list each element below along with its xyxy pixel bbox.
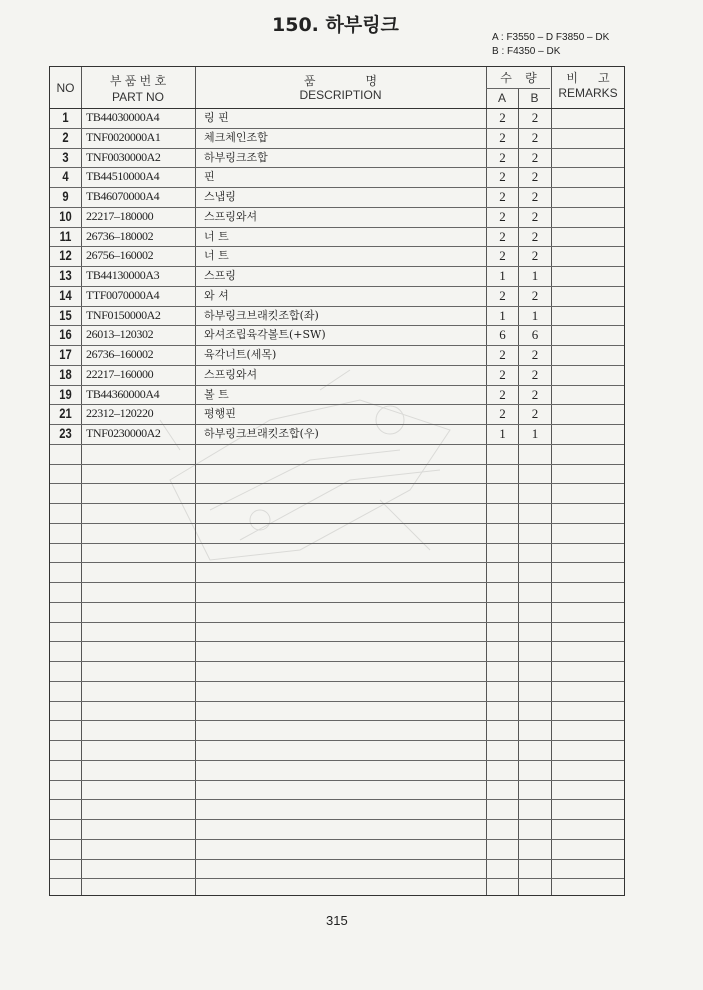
description: 핀: [204, 170, 215, 184]
qty-b: 2: [531, 189, 539, 204]
row-divider: [50, 819, 624, 820]
description: 하부링크조합: [204, 150, 268, 164]
table-row: [50, 424, 624, 444]
qty-b: 2: [531, 228, 539, 244]
description: 볼 트: [204, 387, 229, 401]
row-divider: [50, 641, 624, 642]
description: 하부링크브래킷조합(좌): [204, 308, 319, 322]
qty-a: 2: [499, 149, 506, 165]
parts-table: [49, 66, 625, 896]
row-divider: [50, 503, 624, 504]
qty-a: 2: [499, 406, 506, 422]
qty-a: 2: [499, 287, 506, 303]
part-number: 22217–180000: [86, 208, 154, 223]
header-qty-b: B: [530, 91, 539, 105]
part-number: 26756–160002: [86, 248, 154, 263]
description: 와셔조립육각볼트(+SW): [204, 328, 326, 342]
item-number: 2: [62, 128, 69, 145]
model-legend: [492, 31, 609, 59]
item-number: 18: [59, 365, 72, 382]
page-title: 150. 하부링크: [272, 14, 399, 36]
qty-a: 2: [499, 248, 506, 264]
row-divider: [50, 701, 624, 702]
qty-a: 2: [499, 189, 506, 204]
part-number: 26736–160002: [86, 347, 154, 361]
item-number: 21: [59, 405, 72, 422]
description: 링 핀: [204, 111, 229, 124]
qty-a: 2: [499, 129, 506, 145]
part-number: TB44130000A3: [86, 268, 160, 282]
table-row: [50, 385, 624, 405]
qty-b: 1: [531, 268, 539, 283]
row-divider: [50, 839, 624, 840]
description: 스프링와셔: [204, 367, 258, 381]
row-divider: [50, 799, 624, 800]
table-row: [50, 148, 624, 168]
qty-b: 2: [531, 169, 539, 185]
qty-b: 2: [531, 406, 539, 422]
model-line-a: A : F3550 – D F3850 – DK: [492, 32, 610, 43]
row-divider: [50, 622, 624, 623]
row-divider: [50, 602, 624, 603]
header-qty-a: A: [497, 91, 506, 105]
part-number: TB44030000A4: [86, 110, 160, 124]
item-number: 13: [59, 267, 72, 283]
row-divider: [50, 483, 624, 484]
part-number: TNF0230000A2: [86, 426, 161, 440]
qty-a: 2: [499, 110, 506, 125]
qty-b: 2: [531, 110, 539, 125]
item-number: 23: [59, 425, 72, 441]
row-divider: [50, 661, 624, 662]
description: 스프링와셔: [204, 209, 258, 223]
qty-a: 2: [499, 386, 506, 402]
description: 스프링: [204, 269, 236, 282]
description: 너 트: [204, 249, 229, 263]
header-remarks-en: REMARKS: [558, 86, 618, 100]
table-row: [50, 246, 624, 266]
item-number: 11: [59, 227, 72, 244]
row-divider: [50, 562, 624, 563]
qty-b: 2: [531, 149, 539, 165]
qty-a: 2: [499, 169, 506, 185]
table-row: [50, 286, 624, 306]
qty-a: 2: [499, 208, 506, 224]
description: 와 셔: [204, 288, 229, 302]
qty-b: 1: [531, 307, 539, 323]
description: 스냅링: [204, 190, 236, 203]
table-row: [50, 365, 624, 385]
part-number: TB44510000A4: [86, 169, 160, 184]
row-divider: [50, 760, 624, 761]
part-number: 22312–120220: [86, 406, 154, 421]
header-no: NO: [56, 81, 75, 95]
part-number: TNF0020000A1: [86, 129, 161, 144]
row-divider: [50, 878, 624, 879]
table-row: [50, 325, 624, 345]
qty-a: 1: [499, 268, 506, 283]
item-number: 16: [59, 326, 72, 343]
header-desc-en: DESCRIPTION: [299, 88, 382, 102]
item-number: 14: [59, 286, 72, 303]
table-row: [50, 187, 624, 207]
item-number: 9: [62, 188, 69, 204]
qty-b: 2: [531, 366, 539, 382]
item-number: 19: [59, 385, 72, 402]
qty-b: 1: [531, 426, 539, 441]
header-desc-ko: 품 명: [303, 74, 378, 88]
row-divider: [50, 740, 624, 741]
table-row: [50, 404, 624, 424]
item-number: 10: [59, 207, 72, 224]
part-number: 22217–160000: [86, 366, 154, 381]
row-divider: [50, 859, 624, 860]
description: 너 트: [204, 229, 229, 243]
table-row: [50, 167, 624, 187]
header-part-ko: 부 품 번 호: [109, 74, 167, 88]
header-remarks-ko: 비 고: [566, 71, 610, 85]
qty-b: 2: [531, 208, 539, 224]
item-number: 15: [59, 306, 72, 323]
item-number: 1: [62, 109, 69, 125]
item-number: 12: [59, 247, 72, 264]
row-divider: [50, 464, 624, 465]
row-divider: [50, 582, 624, 583]
part-number: TB46070000A4: [86, 189, 160, 203]
model-line-b: B : F4350 – DK: [492, 46, 561, 57]
qty-a: 6: [499, 327, 506, 343]
part-number: 26013–120302: [86, 327, 154, 342]
table-row: [50, 108, 624, 128]
table-row: [50, 227, 624, 247]
table-row: [50, 345, 624, 365]
row-divider: [50, 780, 624, 781]
row-divider: [50, 523, 624, 524]
table-row: [50, 306, 624, 326]
qty-b: 2: [531, 386, 539, 402]
qty-a: 2: [499, 228, 506, 244]
qty-b: 2: [531, 248, 539, 264]
table-row: [50, 266, 624, 286]
description: 하부링크브래킷조합(우): [204, 427, 319, 440]
row-divider: [50, 543, 624, 544]
description: 체크체인조합: [204, 130, 268, 144]
qty-b: 2: [531, 287, 539, 303]
row-divider: [50, 720, 624, 721]
table-row: [50, 128, 624, 148]
part-number: TTF0070000A4: [86, 287, 160, 302]
page-number: 315: [326, 913, 348, 928]
qty-a: 2: [499, 366, 506, 382]
qty-b: 6: [531, 327, 539, 343]
qty-a: 2: [499, 347, 506, 362]
header-qty-ko: 수 량: [500, 71, 537, 85]
description: 평행핀: [204, 407, 236, 421]
item-number: 17: [59, 346, 72, 362]
qty-a: 1: [499, 426, 506, 441]
item-number: 4: [62, 168, 69, 185]
item-number: 3: [62, 148, 69, 165]
qty-a: 1: [499, 307, 506, 323]
part-number: 26736–180002: [86, 228, 154, 243]
row-divider: [50, 444, 624, 445]
qty-b: 2: [531, 129, 539, 145]
part-number: TNF0030000A2: [86, 149, 161, 164]
row-divider: [50, 681, 624, 682]
part-number: TNF0150000A2: [86, 307, 161, 322]
qty-b: 2: [531, 347, 539, 362]
part-number: TB44360000A4: [86, 386, 160, 401]
description: 육각너트(세목): [204, 348, 277, 361]
table-row: [50, 207, 624, 227]
header-part-en: PART NO: [111, 90, 164, 104]
